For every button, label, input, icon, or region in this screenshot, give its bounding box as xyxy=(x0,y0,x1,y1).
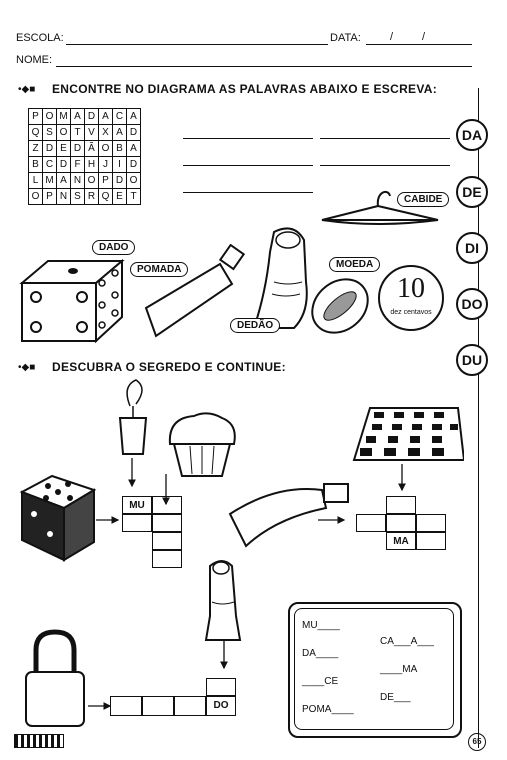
date-slash-2: / xyxy=(422,31,426,43)
puzzle-cell[interactable] xyxy=(416,514,446,532)
grid-cell[interactable]: O xyxy=(99,141,113,157)
grid-cell[interactable]: A xyxy=(57,173,71,189)
grid-cell[interactable]: S xyxy=(71,189,85,205)
grid-cell[interactable]: T xyxy=(71,125,85,141)
word-box-item: DE___ xyxy=(380,692,411,703)
grid-cell[interactable]: Q xyxy=(29,125,43,141)
grid-cell[interactable]: O xyxy=(43,109,57,125)
grid-cell[interactable]: D xyxy=(127,125,141,141)
grid-cell[interactable]: V xyxy=(85,125,99,141)
word-tag-dado: DADO xyxy=(92,240,135,255)
puzzle-cell[interactable] xyxy=(386,514,416,532)
grid-cell[interactable]: T xyxy=(127,189,141,205)
grid-cell[interactable]: D xyxy=(113,173,127,189)
word-box-item: ____CE xyxy=(302,676,339,687)
word-box-item: DA____ xyxy=(302,648,339,659)
grid-cell[interactable]: E xyxy=(57,141,71,157)
grid-cell[interactable]: D xyxy=(85,109,99,125)
grid-cell[interactable]: P xyxy=(43,189,57,205)
grid-cell[interactable]: O xyxy=(85,173,99,189)
syllable-do: DO xyxy=(456,288,488,320)
syllable-du: DU xyxy=(456,344,488,376)
grid-cell[interactable]: P xyxy=(99,173,113,189)
grid-cell[interactable]: Z xyxy=(29,141,43,157)
grid-cell[interactable]: A xyxy=(71,109,85,125)
grid-cell[interactable]: Ã xyxy=(85,141,99,157)
grid-cell[interactable]: C xyxy=(43,157,57,173)
date-slash-1: / xyxy=(390,31,394,43)
grid-cell[interactable]: E xyxy=(113,189,127,205)
section1-title: ENCONTRE NO DIAGRAMA AS PALAVRAS ABAIXO E ESCREVA: xyxy=(52,82,438,96)
grid-cell[interactable]: X xyxy=(99,125,113,141)
grid-cell[interactable]: P xyxy=(29,109,43,125)
syllable-da: DA xyxy=(456,119,488,151)
grid-cell[interactable]: A xyxy=(127,141,141,157)
section2-title: DESCUBRA O SEGREDO E CONTINUE: xyxy=(52,360,286,374)
grid-cell[interactable]: B xyxy=(113,141,127,157)
bullet-icon-2: •◆■ xyxy=(18,362,36,373)
grid-cell[interactable]: A xyxy=(113,125,127,141)
grid-cell[interactable]: A xyxy=(127,109,141,125)
puzzle-cell[interactable] xyxy=(416,532,446,550)
grid-cell[interactable]: C xyxy=(113,109,127,125)
puzzle-cell[interactable] xyxy=(386,496,416,514)
puzzle-cell[interactable] xyxy=(110,696,142,716)
puzzle-cell[interactable] xyxy=(356,514,386,532)
word-box-item: CA___A___ xyxy=(380,636,434,647)
checkerboard-icon xyxy=(352,404,464,464)
word-tag-pomada: POMADA xyxy=(130,262,188,277)
grid-cell[interactable]: J xyxy=(99,157,113,173)
puzzle-cell[interactable] xyxy=(152,496,182,514)
grid-cell[interactable]: L xyxy=(29,173,43,189)
grid-cell[interactable]: F xyxy=(71,157,85,173)
date-label: DATA: xyxy=(330,32,361,44)
word-box-item: MU____ xyxy=(302,620,340,631)
grid-cell[interactable]: N xyxy=(71,173,85,189)
puzzle-cell[interactable] xyxy=(174,696,206,716)
grid-cell[interactable]: N xyxy=(57,189,71,205)
grid-cell[interactable]: Q xyxy=(99,189,113,205)
word-tag-moeda: MOEDA xyxy=(329,257,380,272)
tube-icon xyxy=(226,474,356,554)
coin-text: dez centavos xyxy=(390,309,432,316)
word-box-item: POMA____ xyxy=(302,704,354,715)
grid-cell[interactable]: A xyxy=(99,109,113,125)
puzzle-cell[interactable]: DO xyxy=(206,696,236,716)
school-label: ESCOLA: xyxy=(16,32,64,44)
coin-value: 10 xyxy=(397,273,425,304)
grid-cell[interactable]: D xyxy=(43,141,57,157)
finger-icon xyxy=(198,556,248,642)
grid-cell[interactable]: M xyxy=(57,109,71,125)
grid-cell[interactable]: I xyxy=(113,157,127,173)
puzzle-cell[interactable]: MU xyxy=(122,496,152,514)
puzzle-cell[interactable] xyxy=(152,532,182,550)
puzzle-cell[interactable] xyxy=(122,514,152,532)
grid-cell[interactable]: M xyxy=(43,173,57,189)
grid-cell[interactable]: H xyxy=(85,157,99,173)
word-box-item: ____MA xyxy=(380,664,418,675)
puzzle-cell[interactable]: MA xyxy=(386,532,416,550)
grid-cell[interactable]: O xyxy=(29,189,43,205)
page-number: 65 xyxy=(468,733,486,751)
grid-cell[interactable]: O xyxy=(57,125,71,141)
word-tag-cabide: CABIDE xyxy=(397,192,449,207)
puzzle-cell[interactable] xyxy=(152,550,182,568)
grid-cell[interactable]: O xyxy=(127,173,141,189)
syllable-de: DE xyxy=(456,176,488,208)
puzzle-cell[interactable] xyxy=(142,696,174,716)
word-tag-dedao: DEDÃO xyxy=(230,318,280,333)
padlock-icon xyxy=(22,628,88,730)
bullet-icon: •◆■ xyxy=(18,84,36,95)
puzzle-cell[interactable] xyxy=(206,678,236,696)
grid-cell[interactable]: S xyxy=(43,125,57,141)
puzzle-cell[interactable] xyxy=(152,514,182,532)
grid-cell[interactable]: D xyxy=(127,157,141,173)
grid-cell[interactable]: B xyxy=(29,157,43,173)
syllable-di: DI xyxy=(456,232,488,264)
logo-icon xyxy=(14,734,64,748)
grid-cell[interactable]: D xyxy=(57,157,71,173)
name-label: NOME: xyxy=(16,54,53,66)
grid-cell[interactable]: R xyxy=(85,189,99,205)
grid-cell[interactable]: D xyxy=(71,141,85,157)
